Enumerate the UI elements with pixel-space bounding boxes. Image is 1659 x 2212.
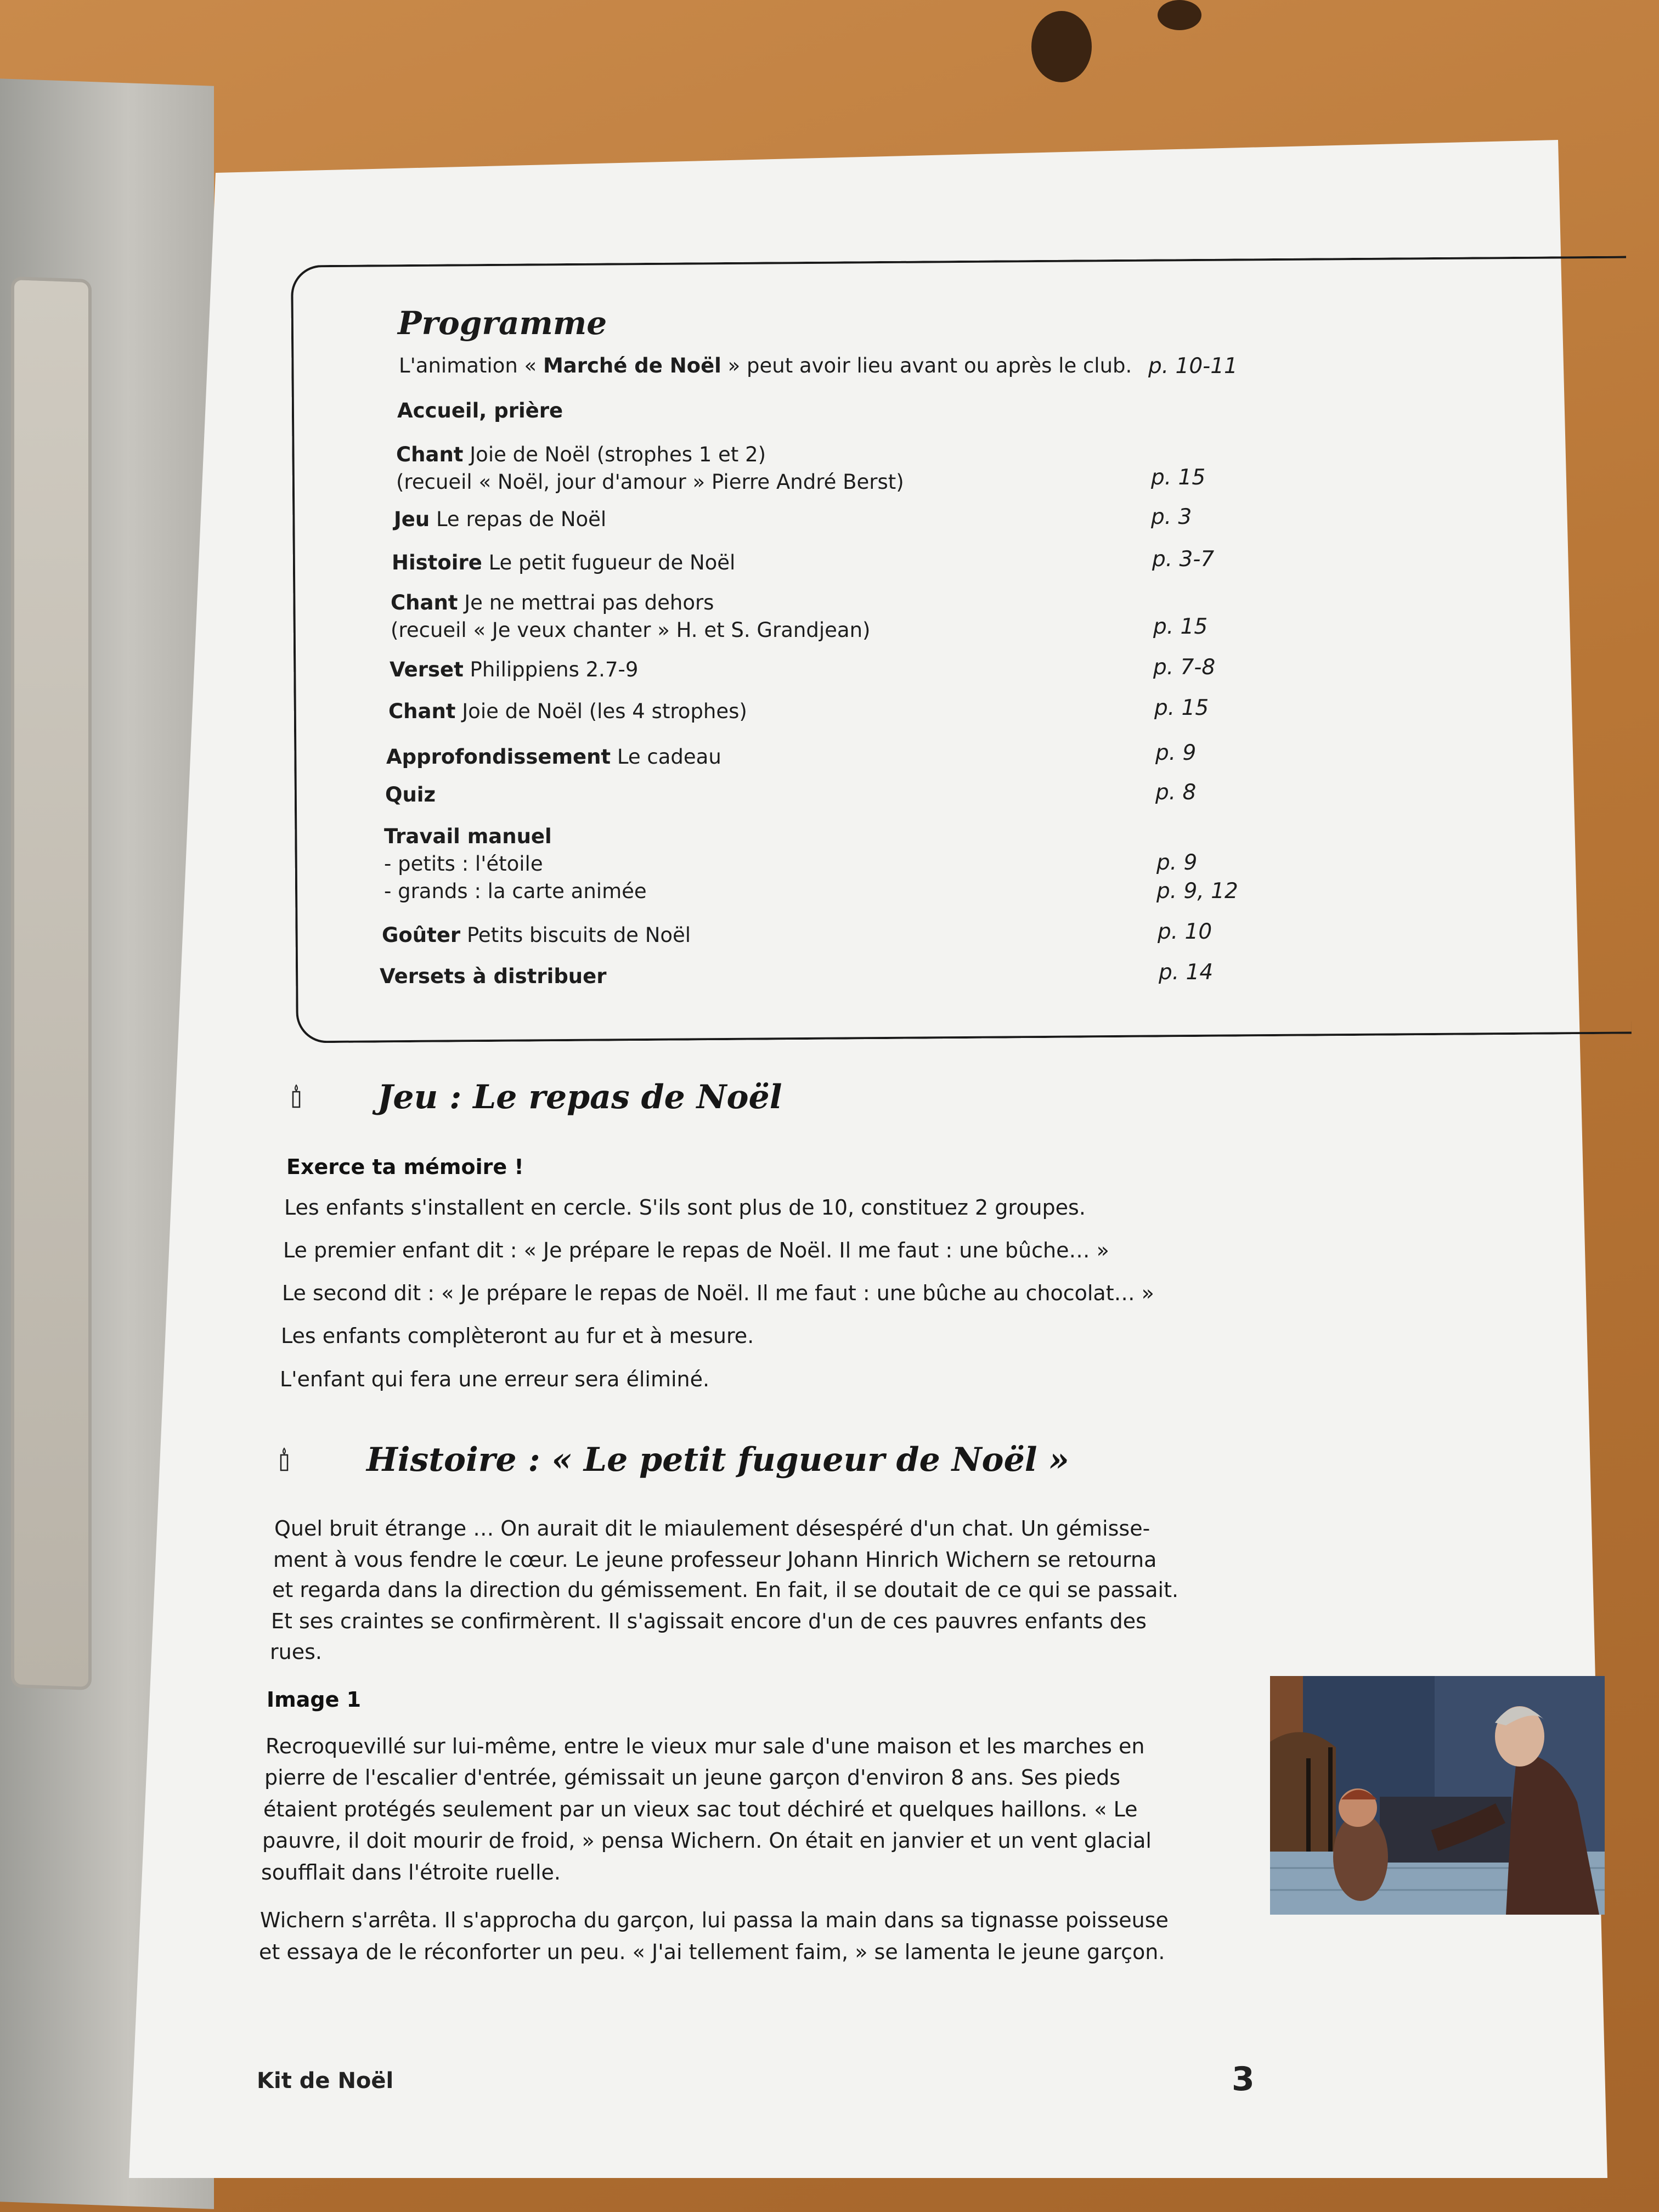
item-bold: Quiz	[385, 783, 436, 806]
histoire-line: Et ses craintes se confirmèrent. Il s'agissait encore d'un de ces pauvres enfants des	[271, 1609, 1147, 1633]
item-bold: Accueil, prière	[397, 399, 563, 422]
histoire-line: pauvre, il doit mourir de froid, » pensa Wichern. On était en janvier et un vent glacial	[262, 1829, 1152, 1853]
programme-intro	[399, 352, 1132, 380]
histoire-line: Recroquevillé sur lui-même, entre le vieux mur sale d'une maison et les marches en	[266, 1734, 1145, 1758]
histoire-title: Histoire : « Le petit fugueur de Noël »	[366, 1441, 1069, 1479]
story-illustration	[1270, 1676, 1605, 1915]
page-ref: p. 3-7	[1152, 547, 1215, 572]
item-bold: Jeu	[394, 507, 430, 531]
jeu-line: L'enfant qui fera une erreur sera éliminé.	[280, 1367, 710, 1391]
jeu-line: Le premier enfant dit : « Je prépare le repas de Noël. Il me faut : une bûche… »	[283, 1238, 1109, 1262]
item-text-line2: (recueil « Noël, jour d'amour » Pierre André Berst)	[396, 470, 904, 494]
item-text: Petits biscuits de Noël	[466, 923, 691, 947]
histoire-line: pierre de l'escalier d'entrée, gémissait un jeune garçon d'environ 8 ans. Ses pieds	[264, 1765, 1121, 1790]
item-bold: Chant	[388, 699, 456, 723]
histoire-line: Wichern s'arrêta. Il s'approcha du garçon, lui passa la main dans sa tignasse poisseuse	[260, 1908, 1169, 1932]
histoire-line: soufflait dans l'étroite ruelle.	[261, 1860, 561, 1884]
item-text: Je ne mettrai pas dehors	[464, 591, 714, 614]
programme-item	[385, 781, 436, 809]
page-ref: p. 15	[1151, 465, 1206, 490]
page-ref: p. 8	[1155, 780, 1197, 805]
page-ref: p. 9	[1156, 850, 1198, 875]
item-text: - grands : la carte animée	[384, 879, 647, 903]
item-text: Joie de Noël (les 4 strophes)	[462, 699, 747, 723]
item-bold: Approfondissement	[386, 745, 611, 769]
page-ref: p. 3	[1151, 505, 1192, 529]
page-ref: p. 10-11	[1148, 354, 1238, 379]
page-ref: p. 15	[1154, 696, 1209, 720]
item-bold: Versets à distribuer	[380, 964, 607, 988]
candle-icon	[291, 1084, 302, 1108]
item-text: Philippiens 2.7-9	[470, 658, 639, 681]
programme-item	[380, 963, 607, 990]
item-bold: Chant	[391, 591, 458, 614]
item-text: Joie de Noël (strophes 1 et 2)	[470, 443, 766, 466]
item-text-line2: (recueil « Je veux chanter » H. et S. Grandjean)	[391, 618, 871, 642]
programme-item	[396, 441, 904, 496]
programme-item	[388, 698, 747, 725]
jeu-subtitle: Exerce ta mémoire !	[286, 1155, 524, 1179]
item-bold: Chant	[396, 443, 464, 466]
jeu-line: Les enfants s'installent en cercle. S'ils sont plus de 10, constituez 2 groupes.	[284, 1195, 1086, 1220]
item-text: Le cadeau	[617, 745, 721, 769]
page-ref: p. 15	[1153, 614, 1208, 639]
jeu-line: Les enfants complèteront au fur et à mesure.	[281, 1324, 754, 1348]
footer-title: Kit de Noël	[257, 2068, 394, 2094]
programme-item	[386, 743, 721, 771]
page-ref: p. 9, 12	[1156, 879, 1238, 904]
item-text: Le petit fugueur de Noël	[488, 551, 736, 574]
programme-title: Programme	[398, 304, 607, 342]
page-number: 3	[1232, 2060, 1255, 2098]
histoire-line: rues.	[270, 1640, 322, 1664]
page-ref: p. 10	[1158, 919, 1212, 944]
item-text: - petits : l'étoile	[384, 852, 543, 876]
page-ref: p. 14	[1159, 960, 1214, 985]
image-label: Image 1	[267, 1688, 362, 1712]
histoire-line: ment à vous fendre le cœur. Le jeune professeur Johann Hinrich Wichern se retourna	[273, 1548, 1157, 1572]
programme-item	[391, 589, 870, 644]
histoire-line: Quel bruit étrange … On aurait dit le miaulement désespéré d'un chat. Un gémisse-	[274, 1516, 1150, 1541]
intro-text: L'animation «	[399, 354, 537, 377]
programme-item	[390, 656, 638, 684]
programme-item	[382, 922, 691, 949]
item-bold: Verset	[390, 658, 464, 681]
page-ref: p. 7-8	[1153, 655, 1216, 680]
intro-text-end: » peut avoir lieu avant ou après le club.	[727, 354, 1132, 377]
histoire-line: et regarda dans la direction du gémissement. En fait, il se doutait de ce qui se passait.	[272, 1578, 1179, 1602]
jeu-title: Jeu : Le repas de Noël	[377, 1078, 782, 1116]
jeu-line: Le second dit : « Je prépare le repas de Noël. Il me faut : une bûche au chocolat… »	[282, 1281, 1154, 1305]
programme-item-travail	[384, 823, 647, 905]
item-bold: Histoire	[392, 551, 482, 574]
histoire-line: étaient protégés seulement par un vieux sac tout déchiré et quelques haillons. « Le	[263, 1797, 1138, 1821]
programme-item	[392, 549, 735, 577]
item-bold: Goûter	[382, 923, 461, 947]
programme-item	[397, 397, 563, 425]
intro-bold: Marché de Noël	[543, 354, 721, 377]
histoire-line: et essaya de le réconforter un peu. « J'ai tellement faim, » se lamenta le jeune garçon.	[259, 1940, 1165, 1964]
candle-icon	[279, 1447, 290, 1471]
page-ref: p. 9	[1155, 741, 1197, 765]
programme-item	[394, 506, 606, 533]
item-text: Le repas de Noël	[436, 507, 607, 531]
item-bold: Travail manuel	[384, 825, 552, 848]
